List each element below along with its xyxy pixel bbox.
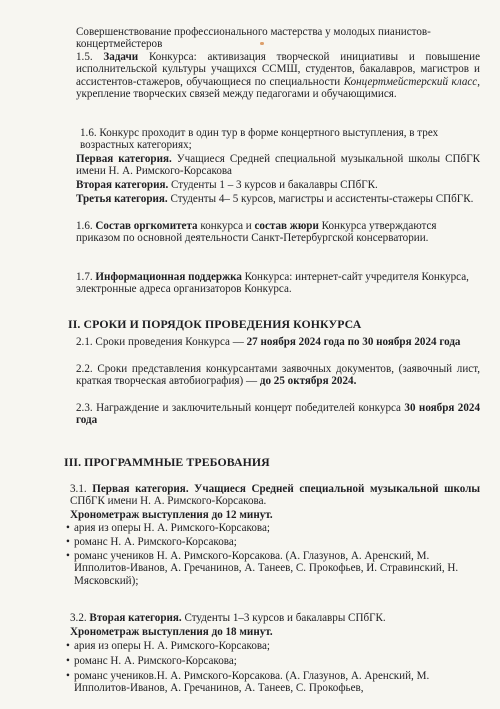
bullet-icon: • — [66, 655, 70, 667]
bullet-icon: • — [66, 640, 70, 652]
section-3-title: III. ПРОГРАММНЫЕ ТРЕБОВАНИЯ — [64, 455, 270, 469]
paragraph-2-2: 2.2. Сроки представления конкурсантами заявочных документов, (заявочный лист, краткая творческая автобиография) — до 25 октября 2024. — [76, 363, 480, 388]
list1-item-3: • романс учеников Н. А. Римского-Корсакова. (А. Глазунов, А. Аренский, М. Ипполитов-Иванов, А. Гречанинов, А. Танеев, С. Прокофьев, И. Стравинский, Н. Мясковский); — [66, 550, 459, 587]
paragraph-2-3: 2.3. Награждение и заключительный концерт победителей конкурса 30 ноября 2024 года — [76, 402, 480, 427]
list2-item-1: • ария из оперы Н. А. Римского-Корсакова; — [66, 640, 271, 652]
paragraph-1-5: 1.5. Задачи Конкурса: активизация творческой инициативы и повышение исполнительской культуры учащихся ССМШ, студентов, бакалавров, магистров и ассистентов-стажеров, обучающиеся по специальности Концертмейстерский класс, укрепление творческих связей между педагогами и обучающимися. — [76, 51, 480, 101]
bullet-icon: • — [66, 670, 70, 682]
bullet-icon: • — [66, 522, 70, 534]
list1-item-1: • ария из оперы Н. А. Римского-Корсакова; — [66, 522, 271, 534]
paragraph-3-1: 3.1. Первая категория. Учащиеся Средней специальной музыкальной школы СПбГК имени Н. А. Римского-Корсакова. — [70, 483, 480, 508]
paragraph-3-2: 3.2. Вторая категория. Студенты 1–3 курсов и бакалавры СПбГК. — [70, 612, 386, 624]
list1-item-2: • романс Н. А. Римского-Корсакова; — [66, 536, 237, 548]
bullet-icon: • — [66, 550, 70, 562]
paragraph-2-1: 2.1. Сроки проведения Конкурса — 27 ноября 2024 года по 30 ноября 2024 года — [76, 336, 461, 348]
section-2-title: II. СРОКИ И ПОРЯДОК ПРОВЕДЕНИЯ КОНКУРСА — [68, 317, 362, 331]
intro-text: Совершенствование профессионального мастерства у молодых пианистов-концертмейстеров — [76, 26, 431, 51]
list2-item-3: • романс учеников.Н. А. Римского-Корсакова. (А. Глазунов, А. Аренский, М. Ипполитов-Иванов, А. Гречанинов, А. Танеев, С. Прокофьев, — [66, 670, 430, 695]
list2-item-2: • романс Н. А. Римского-Корсакова; — [66, 655, 237, 667]
bullet-icon: • — [66, 536, 70, 548]
timing-category-2: Хронометраж выступления до 18 минут. — [70, 626, 273, 638]
category-2: Вторая категория. Студенты 1 – 3 курсов и бакалавры СПбГК. — [76, 179, 378, 191]
category-1: Первая категория. Учащиеся Средней специальной музыкальной школы СПбГК имени Н. А. Римского-Корсакова — [76, 153, 481, 178]
paragraph-1-7: 1.7. Информационная поддержка Конкурса: интернет-сайт учредителя Конкурса, электронные адреса организаторов Конкурса. — [76, 271, 469, 296]
paragraph-1-6: 1.6. Конкурс проходит в один тур в форме концертного выступления, в трех возрастных категориях; — [80, 127, 439, 152]
paragraph-1-6b: 1.6. Состав оргкомитета конкурса и состав жюри Конкурса утверждаются приказом по основной деятельности Санкт-Петербургской консерватории. — [76, 220, 437, 245]
timing-category-1: Хронометраж выступления до 12 минут. — [70, 509, 273, 521]
category-3: Третья категория. Студенты 4– 5 курсов, магистры и ассистенты-стажеры СПбГК. — [76, 193, 474, 205]
